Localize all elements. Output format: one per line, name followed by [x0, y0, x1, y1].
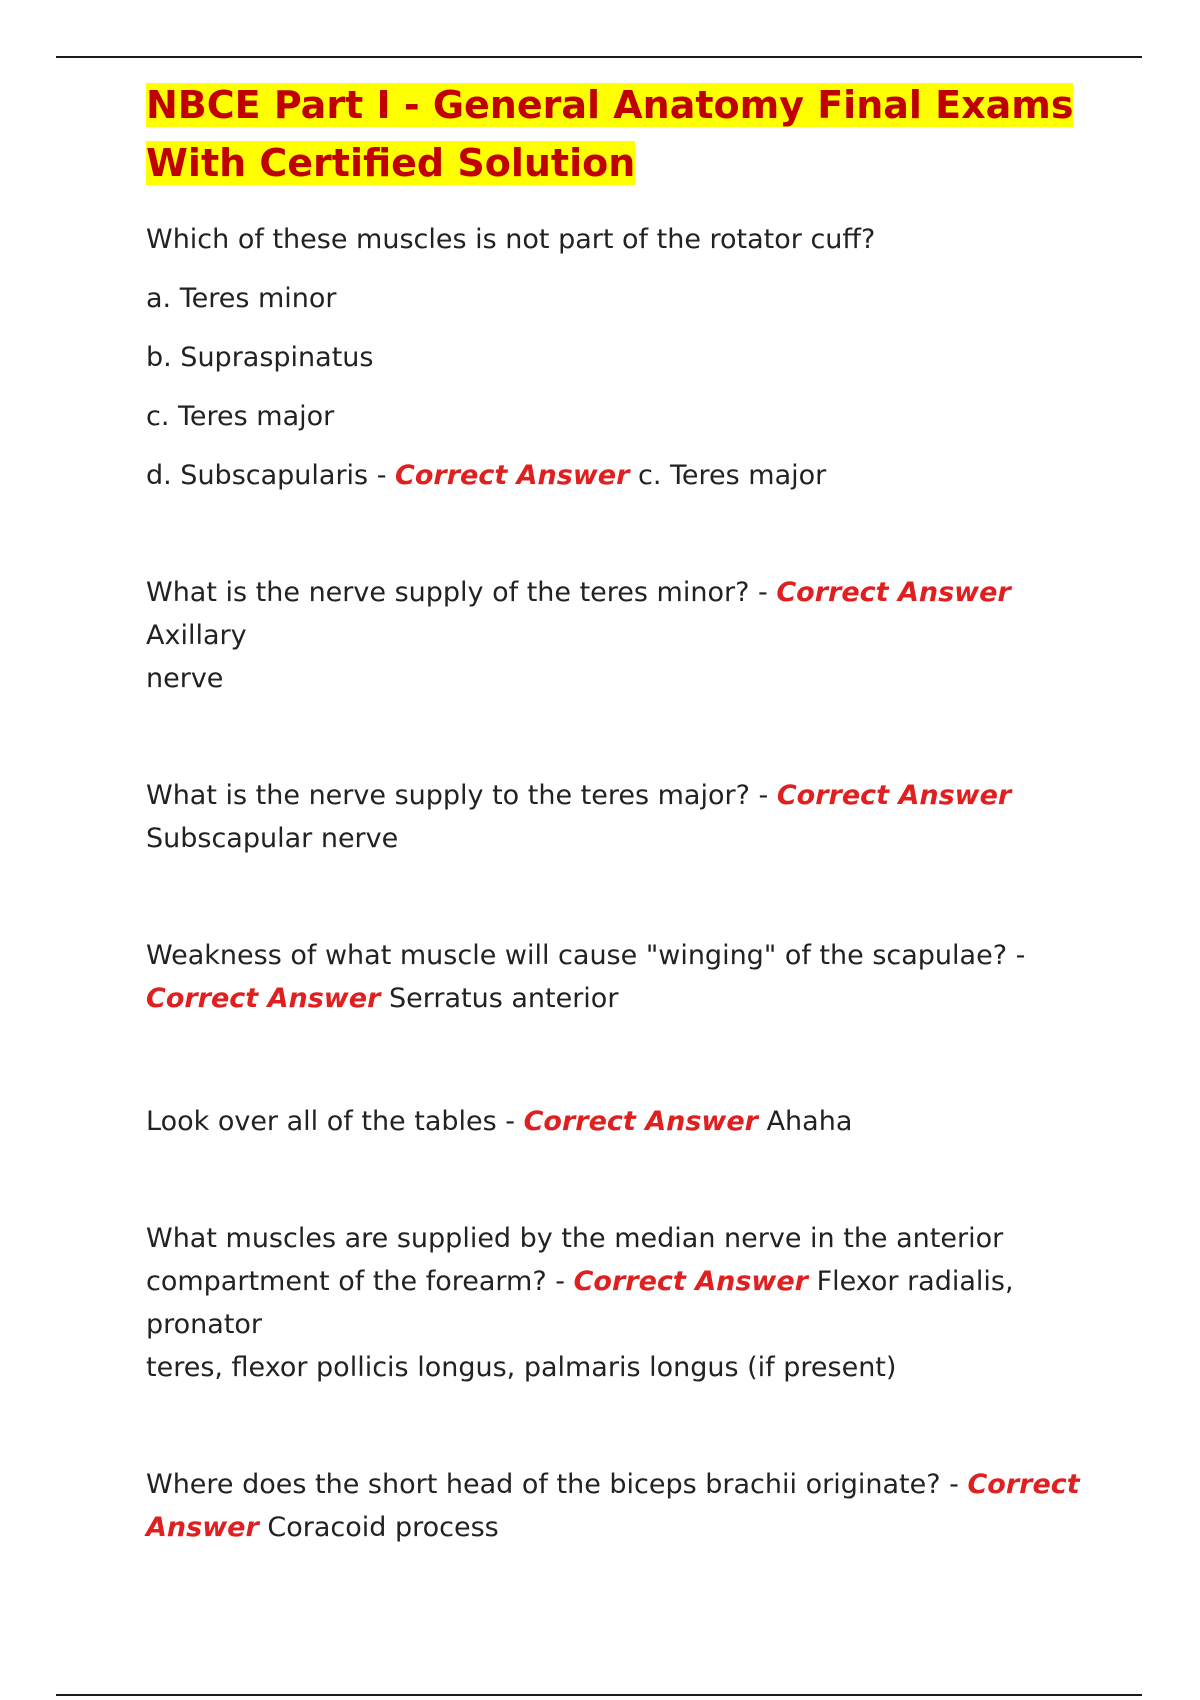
question-text: Weakness of what muscle will cause "winging" of the scapulae? -	[146, 940, 1026, 971]
question-block-6	[146, 1217, 1106, 1389]
qa-line	[146, 977, 1106, 1020]
qa-line	[146, 571, 1106, 657]
answer-text: Axillary	[146, 620, 247, 651]
option-d-with-answer	[146, 454, 1106, 497]
top-rule	[56, 56, 1142, 58]
correct-answer-label: Correct Answer	[523, 1106, 758, 1137]
title-line-1: NBCE Part I - General Anatomy Final Exams	[146, 83, 1074, 127]
question-block-4	[146, 934, 1106, 1020]
question-text-continued: compartment of the forearm? -	[146, 1266, 574, 1297]
qa-line	[146, 1506, 1106, 1549]
answer-text: Ahaha	[758, 1106, 853, 1137]
correct-answer-label: Correct Answer	[395, 460, 630, 491]
answer-continuation: teres, flexor pollicis longus, palmaris longus (if present)	[146, 1352, 897, 1383]
answer-text: Flexor radialis, pronator	[146, 1266, 1014, 1340]
bottom-rule	[56, 1694, 1142, 1696]
question-text: What muscles are supplied by the median nerve in the anterior	[146, 1223, 1004, 1254]
option-c: c. Teres major	[146, 401, 335, 432]
correct-answer-label: Correct Answer	[776, 780, 1012, 811]
correct-answer-label-part-1: Correct	[967, 1469, 1080, 1500]
question-text: Look over all of the tables -	[146, 1106, 524, 1137]
qa-line	[146, 1100, 1106, 1143]
qa-line	[146, 1463, 1106, 1506]
correct-answer-label: Correct Answer	[146, 983, 381, 1014]
question-text: Where does the short head of the biceps brachii originate? -	[146, 1469, 968, 1500]
answer-text: Coracoid process	[258, 1512, 499, 1543]
answer-continuation: nerve	[146, 663, 224, 694]
option-b: b. Supraspinatus	[146, 342, 374, 373]
answer-text: Subscapular nerve	[146, 823, 399, 854]
correct-answer-label: Correct Answer	[776, 577, 1011, 608]
option-d: d. Subscapularis -	[146, 460, 396, 491]
qa-line	[146, 1260, 1106, 1346]
title-line-2: With Certified Solution	[146, 141, 636, 185]
answer-text: c. Teres major	[629, 460, 827, 491]
question-block-1	[146, 218, 1106, 497]
correct-answer-label-part-2: Answer	[146, 1512, 259, 1543]
question-text: What is the nerve supply of the teres minor? -	[146, 577, 777, 608]
question-text: What is the nerve supply to the teres major? -	[146, 780, 777, 811]
document-body	[146, 76, 1106, 1549]
document-title	[146, 76, 1106, 192]
question-block-5	[146, 1100, 1106, 1143]
option-a: a. Teres minor	[146, 283, 337, 314]
question-text: Which of these muscles is not part of the rotator cuff?	[146, 224, 876, 255]
qa-line	[146, 774, 1106, 817]
correct-answer-label: Correct Answer	[573, 1266, 808, 1297]
question-block-7	[146, 1463, 1106, 1549]
question-block-2	[146, 571, 1106, 700]
answer-text: Serratus anterior	[380, 983, 619, 1014]
question-block-3	[146, 774, 1106, 860]
